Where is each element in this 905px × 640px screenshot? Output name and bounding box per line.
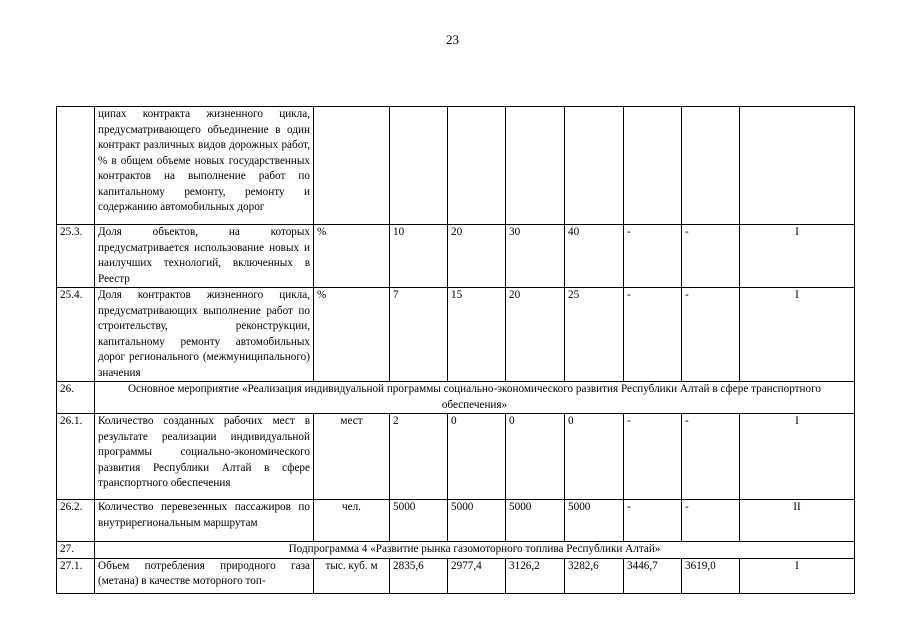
value-cell: 5000 — [506, 500, 565, 542]
row-number: 25.4. — [57, 288, 95, 382]
indicator-name: Доля объектов, на которых предусматривается использование новых и наилучших технологий, включенных в Реестр — [95, 225, 314, 288]
indicator-name: Количество перевезенных пассажиров по внутрирегиональным маршрутам — [95, 500, 314, 542]
value-cell: - — [682, 414, 740, 500]
value-cell: 2977,4 — [448, 558, 506, 593]
indicator-name: Доля контрактов жизненного цикла, предусматривающих выполнение работ по строительству, реконструкции, капитальному ремонту автомобильных дорог регионального (межмуниципального) значения — [95, 288, 314, 382]
value-cell: 5000 — [448, 500, 506, 542]
value-cell: - — [624, 414, 682, 500]
table-row — [57, 225, 855, 288]
value-cell: 10 — [390, 225, 448, 288]
value-cell — [682, 107, 740, 225]
value-cell: 5000 — [390, 500, 448, 542]
table-row — [57, 558, 855, 593]
value-cell: 2 — [390, 414, 448, 500]
value-cell: - — [624, 225, 682, 288]
value-cell: 5000 — [565, 500, 624, 542]
value-cell: 2835,6 — [390, 558, 448, 593]
value-cell: 0 — [448, 414, 506, 500]
indicator-name: Количество созданных рабочих мест в результате реализации индивидуальной программы социально-экономического развития Республики Алтай в сфере транспортного обеспечения — [95, 414, 314, 500]
value-cell: 15 — [448, 288, 506, 382]
value-cell: - — [682, 288, 740, 382]
row-number: 26. — [57, 382, 95, 414]
value-cell — [565, 107, 624, 225]
value-cell: 7 — [390, 288, 448, 382]
category-cell: II — [740, 500, 855, 542]
value-cell: - — [682, 225, 740, 288]
row-number: 27. — [57, 542, 95, 559]
value-cell: 0 — [565, 414, 624, 500]
unit-cell: % — [314, 225, 390, 288]
value-cell: 30 — [506, 225, 565, 288]
unit-cell: тыс. куб. м — [314, 558, 390, 593]
row-number: 26.2. — [57, 500, 95, 542]
row-number — [57, 107, 95, 225]
value-cell — [624, 107, 682, 225]
value-cell: 20 — [448, 225, 506, 288]
unit-cell — [314, 107, 390, 225]
section-title: Основное мероприятие «Реализация индивидуальной программы социально-экономического развития Республики Алтай в сфере транспортного обеспечения» — [95, 382, 855, 414]
row-number: 26.1. — [57, 414, 95, 500]
unit-cell: % — [314, 288, 390, 382]
value-cell — [506, 107, 565, 225]
value-cell: 40 — [565, 225, 624, 288]
value-cell: 25 — [565, 288, 624, 382]
category-cell: I — [740, 414, 855, 500]
category-cell — [740, 107, 855, 225]
indicator-name: Объем потребления природного газа (метана) в качестве моторного топ- — [95, 558, 314, 593]
category-cell: I — [740, 225, 855, 288]
value-cell: 20 — [506, 288, 565, 382]
value-cell: 0 — [506, 414, 565, 500]
page-number: 23 — [446, 32, 459, 47]
category-cell: I — [740, 288, 855, 382]
value-cell: - — [624, 500, 682, 542]
row-number: 27.1. — [57, 558, 95, 593]
table-row — [57, 500, 855, 542]
value-cell — [448, 107, 506, 225]
indicators-table — [56, 106, 855, 594]
value-cell: 3619,0 — [682, 558, 740, 593]
row-number: 25.3. — [57, 225, 95, 288]
unit-cell: чел. — [314, 500, 390, 542]
value-cell: - — [624, 288, 682, 382]
table-row — [57, 107, 855, 225]
indicator-name: ципах контракта жизненного цикла, предусматривающего объединение в один контракт различных видов дорожных работ, % в общем объеме новых государственных контрактов на выполнение работ по капитальному ремонту, ремонту и содержанию автомобильных дорог — [95, 107, 314, 225]
unit-cell: мест — [314, 414, 390, 500]
table-row — [57, 288, 855, 382]
value-cell: 3126,2 — [506, 558, 565, 593]
value-cell: 3446,7 — [624, 558, 682, 593]
section-row — [57, 382, 855, 414]
value-cell — [390, 107, 448, 225]
section-row — [57, 542, 855, 559]
table-row — [57, 414, 855, 500]
value-cell: - — [682, 500, 740, 542]
category-cell: I — [740, 558, 855, 593]
section-title: Подпрограмма 4 «Развитие рынка газомоторного топлива Республики Алтай» — [95, 542, 855, 559]
value-cell: 3282,6 — [565, 558, 624, 593]
